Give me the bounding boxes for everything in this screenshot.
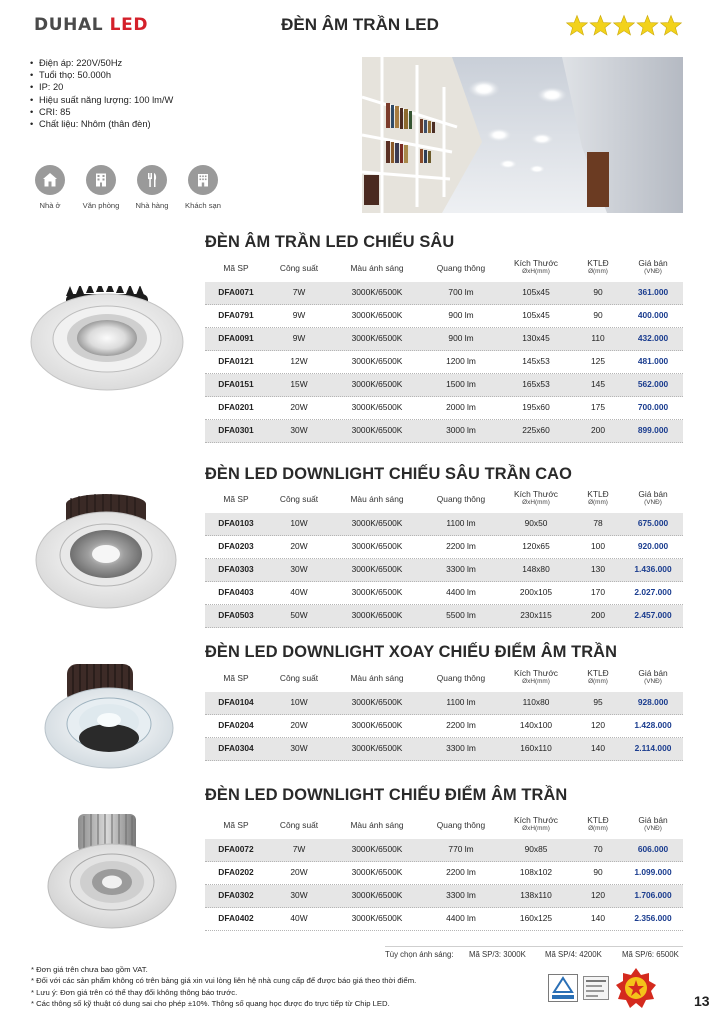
table-row [205, 374, 683, 397]
cell-power: 7W [292, 844, 306, 854]
cell-price: 928.000 [637, 697, 669, 707]
cell-code: DFA0303 [218, 564, 254, 574]
header-unit: Ø(mm) [588, 499, 608, 506]
cell-size: 138x110 [520, 890, 552, 900]
brand-accent: LED [109, 15, 149, 35]
header-code [205, 673, 267, 683]
header-label: Mã SP [223, 494, 249, 504]
cell-code: DFA0104 [218, 697, 254, 707]
cell-flux: 3300 lm [446, 890, 476, 900]
cell-cutout: 100 [591, 541, 605, 551]
cell-cutout: 200 [591, 610, 605, 620]
cell-price: 2.457.000 [634, 610, 672, 620]
cell-price: 700.000 [637, 402, 669, 412]
header-unit: ØxH(mm) [522, 268, 550, 275]
cell-size: 90x85 [524, 844, 548, 854]
cell-cutout: 120 [591, 720, 605, 730]
product-photo-adjustable-downlight [39, 658, 175, 770]
table-row [205, 839, 683, 862]
cell-price: 899.000 [637, 425, 669, 435]
color-option: Mã SP/4: 4200K [545, 950, 602, 959]
cell-color: 3000K/6500K [351, 867, 403, 877]
cell-size: 200x105 [519, 587, 553, 597]
cell-code: DFA0203 [218, 541, 254, 551]
divider [385, 946, 683, 947]
cell-price: 361.000 [637, 287, 669, 297]
cell-flux: 2200 lm [446, 720, 476, 730]
header-label: Công suất [279, 494, 319, 504]
cell-price: 1.706.000 [634, 890, 672, 900]
cell-flux: 900 lm [448, 333, 474, 343]
cell-color: 3000K/6500K [351, 564, 403, 574]
cell-size: 120x65 [522, 541, 550, 551]
cell-flux: 1100 lm [446, 697, 476, 707]
cell-size: 160x110 [520, 743, 552, 753]
cell-code: DFA0091 [218, 333, 254, 343]
table-row [205, 582, 683, 605]
header-label: Kích Thước [514, 668, 558, 678]
cell-price: 2.114.000 [634, 743, 672, 753]
cell-code: DFA0121 [218, 356, 254, 366]
header-label: Kích Thước [514, 489, 558, 499]
cell-code: DFA0403 [218, 587, 254, 597]
cell-cutout: 90 [593, 867, 603, 877]
cell-power: 50W [290, 610, 308, 620]
header-label: Màu ánh sáng [350, 494, 404, 504]
star-icon [590, 16, 611, 36]
cell-code: DFA0503 [218, 610, 254, 620]
corridor-image [362, 57, 683, 213]
header-price [623, 815, 683, 833]
cell-cutout: 200 [591, 425, 605, 435]
cell-cutout: 140 [591, 743, 605, 753]
header-price [623, 489, 683, 507]
cell-price: 400.000 [637, 310, 669, 320]
header-label: Mã SP [223, 673, 249, 683]
table-row [205, 862, 683, 885]
table-row [205, 738, 683, 761]
cell-power: 15W [290, 379, 308, 389]
application-label: Nhà ở [39, 201, 61, 210]
cell-power: 40W [290, 587, 308, 597]
header-unit: Ø(mm) [588, 825, 608, 832]
table-row [205, 605, 683, 628]
header-unit: (VNĐ) [644, 678, 662, 685]
header-flux [423, 673, 499, 683]
header-label: Giá bán [638, 258, 668, 268]
cell-code: DFA0072 [218, 844, 254, 854]
spec-item: • Tuổi thọ: 50.000h [30, 69, 330, 81]
spec-list [30, 57, 330, 130]
application-label: Văn phòng [82, 201, 120, 210]
cell-power: 10W [290, 697, 308, 707]
cell-price: 2.027.000 [634, 587, 672, 597]
application-office [79, 165, 123, 210]
footnotes [31, 964, 511, 1010]
cell-flux: 2200 lm [446, 867, 476, 877]
price-table-adjustable-spot [205, 668, 683, 761]
section-title-spot-downlight: ĐÈN LED DOWNLIGHT CHIẾU ĐIỂM ÂM TRẦN [205, 786, 568, 804]
table-row [205, 328, 683, 351]
cell-code: DFA0103 [218, 518, 254, 528]
header-label: Quang thông [436, 494, 486, 504]
cell-flux: 1100 lm [446, 518, 476, 528]
cell-code: DFA0071 [218, 287, 254, 297]
footnote: * Các thông số kỹ thuật có dung sai cho phép ±10%. Thông số quang học được đo trực tiếp từ Chip LED. [31, 999, 390, 1009]
price-table-spot-downlight [205, 815, 683, 931]
color-options-label: Tùy chọn ánh sáng: [385, 950, 454, 959]
cell-color: 3000K/6500K [351, 697, 403, 707]
cell-cutout: 130 [591, 564, 605, 574]
header-cutout [573, 815, 623, 833]
cell-cutout: 90 [593, 287, 603, 297]
cell-size: 130x45 [522, 333, 550, 343]
cell-price: 2.356.000 [634, 913, 672, 923]
section-title-high-ceiling: ĐÈN LED DOWNLIGHT CHIẾU SÂU TRẦN CAO [205, 465, 572, 483]
header-cutout [573, 668, 623, 686]
table-header [205, 258, 683, 282]
cell-color: 3000K/6500K [351, 913, 403, 923]
cell-size: 225x60 [522, 425, 550, 435]
header-label: KTLĐ [587, 815, 609, 825]
table-row [205, 397, 683, 420]
spec-item: • Điện áp: 220V/50Hz [30, 57, 330, 69]
cell-power: 20W [290, 402, 308, 412]
cell-cutout: 175 [591, 402, 605, 412]
table-row [205, 305, 683, 328]
cell-power: 10W [290, 518, 308, 528]
application-restaurant [130, 165, 174, 210]
cell-code: DFA0202 [218, 867, 254, 877]
header-label: Giá bán [638, 489, 668, 499]
cell-size: 165x53 [522, 379, 550, 389]
cell-code: DFA0204 [218, 720, 254, 730]
cell-size: 110x80 [522, 697, 550, 707]
star-icons [565, 14, 683, 38]
spec-item: • CRI: 85 [30, 106, 330, 118]
cell-flux: 770 lm [448, 844, 474, 854]
header-size [499, 489, 573, 507]
cell-flux: 900 lm [448, 310, 474, 320]
table-row [205, 351, 683, 374]
cell-flux: 4400 lm [446, 913, 476, 923]
star-icon [614, 16, 635, 36]
header-unit: (VNĐ) [644, 825, 662, 832]
cell-color: 3000K/6500K [351, 425, 403, 435]
header-label: Màu ánh sáng [350, 263, 404, 273]
brand-name: DUHAL [34, 15, 104, 35]
star-icon [567, 16, 588, 36]
header-label: Màu ánh sáng [350, 673, 404, 683]
cell-flux: 3300 lm [446, 564, 476, 574]
cell-cutout: 95 [593, 697, 603, 707]
cell-color: 3000K/6500K [351, 333, 403, 343]
cell-flux: 2000 lm [446, 402, 476, 412]
header-label: Quang thông [436, 820, 486, 830]
management-system-badge [583, 976, 609, 1000]
cell-power: 40W [290, 913, 308, 923]
table-row [205, 559, 683, 582]
cell-flux: 2200 lm [446, 541, 476, 551]
product-photo-deep-downlight [30, 286, 184, 394]
header-unit: (VNĐ) [644, 268, 662, 275]
cell-power: 20W [290, 541, 308, 551]
star-icon [637, 16, 658, 36]
cell-size: 105x45 [522, 310, 550, 320]
color-option: Mã SP/6: 6500K [622, 950, 679, 959]
table-row [205, 885, 683, 908]
header-flux [423, 263, 499, 273]
header-label: Quang thông [436, 673, 486, 683]
cell-color: 3000K/6500K [351, 720, 403, 730]
cell-code: DFA0301 [218, 425, 254, 435]
header-unit: ØxH(mm) [522, 678, 550, 685]
table-row [205, 420, 683, 443]
header-color [331, 494, 423, 504]
cell-power: 30W [290, 890, 308, 900]
table-header [205, 489, 683, 513]
cell-size: 145x53 [522, 356, 550, 366]
cell-price: 1.099.000 [634, 867, 672, 877]
cell-power: 7W [292, 287, 306, 297]
header-label: Kích Thước [514, 815, 558, 825]
header-unit: ØxH(mm) [522, 499, 550, 506]
cell-cutout: 78 [593, 518, 603, 528]
cell-size: 140x100 [519, 720, 553, 730]
cell-price: 432.000 [637, 333, 669, 343]
cell-cutout: 170 [591, 587, 605, 597]
cell-power: 30W [290, 743, 308, 753]
certification-badge [548, 974, 578, 1002]
cell-price: 675.000 [637, 518, 669, 528]
cell-size: 108x102 [519, 867, 553, 877]
footnote: * Lưu ý: Đơn giá trên có thể thay đổi không thông báo trước. [31, 987, 238, 997]
header-code [205, 494, 267, 504]
cell-flux: 700 lm [448, 287, 474, 297]
cell-size: 230x115 [520, 610, 552, 620]
footnote: * Đơn giá trên chưa bao gồm VAT. [31, 965, 148, 974]
cell-color: 3000K/6500K [351, 890, 403, 900]
star-icon [661, 16, 682, 36]
cell-cutout: 90 [593, 310, 603, 320]
header-power [267, 494, 331, 504]
header-size [499, 668, 573, 686]
section-title-deep-downlight: ĐÈN ÂM TRẦN LED CHIẾU SÂU [205, 233, 455, 251]
cell-code: DFA0302 [218, 890, 254, 900]
table-row [205, 282, 683, 305]
header-label: Màu ánh sáng [350, 820, 404, 830]
cell-flux: 3300 lm [446, 743, 476, 753]
cell-power: 20W [290, 720, 308, 730]
header-color [331, 820, 423, 830]
header-label: Công suất [279, 263, 319, 273]
price-table-deep-downlight [205, 258, 683, 443]
cell-code: DFA0402 [218, 913, 254, 923]
hotel-icon [188, 165, 218, 195]
application-label: Khách sạn [185, 201, 221, 210]
header-label: Công suất [279, 673, 319, 683]
spec-item: • Hiệu suất năng lượng: 100 lm/W [30, 94, 330, 106]
price-table-high-ceiling [205, 489, 683, 628]
header-price [623, 668, 683, 686]
application-label: Nhà hàng [135, 201, 169, 210]
page-number: 13 [694, 993, 710, 1009]
cell-price: 562.000 [637, 379, 669, 389]
product-photo-spot-downlight [44, 810, 182, 930]
cell-power: 9W [292, 310, 306, 320]
header-unit: (VNĐ) [644, 499, 662, 506]
section-title-adjustable-spot: ĐÈN LED DOWNLIGHT XOAY CHIẾU ĐIỂM ÂM TRẦN [205, 643, 618, 661]
table-row [205, 513, 683, 536]
spec-item: • IP: 20 [30, 81, 330, 93]
table-row [205, 908, 683, 931]
quality-award-badge [614, 967, 658, 1009]
header-label: KTLĐ [587, 258, 609, 268]
cell-cutout: 70 [593, 844, 603, 854]
cell-cutout: 120 [591, 890, 605, 900]
header-unit: Ø(mm) [588, 678, 608, 685]
cell-size: 160x125 [519, 913, 553, 923]
header-label: Giá bán [638, 668, 668, 678]
cell-color: 3000K/6500K [351, 587, 403, 597]
page-title: ĐÈN ÂM TRẦN LED [281, 15, 439, 34]
header-label: KTLĐ [587, 668, 609, 678]
header-power [267, 673, 331, 683]
cell-size: 90x50 [524, 518, 548, 528]
cell-power: 30W [290, 564, 308, 574]
cell-power: 30W [290, 425, 308, 435]
header-color [331, 673, 423, 683]
cell-power: 12W [290, 356, 308, 366]
header-cutout [573, 258, 623, 276]
cell-color: 3000K/6500K [351, 518, 403, 528]
header-flux [423, 494, 499, 504]
cell-power: 20W [290, 867, 308, 877]
cell-code: DFA0304 [218, 743, 254, 753]
cell-cutout: 140 [591, 913, 605, 923]
cell-flux: 3000 lm [446, 425, 476, 435]
cell-size: 105x45 [522, 287, 550, 297]
header-label: Kích Thước [514, 258, 558, 268]
header-code [205, 820, 267, 830]
header-label: Giá bán [638, 815, 668, 825]
header-size [499, 258, 573, 276]
header-cutout [573, 489, 623, 507]
cell-color: 3000K/6500K [351, 610, 403, 620]
cell-color: 3000K/6500K [351, 844, 403, 854]
cell-size: 148x80 [522, 564, 550, 574]
header-unit: ØxH(mm) [522, 825, 550, 832]
product-photo-high-ceiling-downlight [35, 492, 177, 612]
header-label: Quang thông [436, 263, 486, 273]
header-unit: Ø(mm) [588, 268, 608, 275]
header-code [205, 263, 267, 273]
header-size [499, 815, 573, 833]
header-label: Công suất [279, 820, 319, 830]
room-photo [362, 57, 683, 213]
cell-cutout: 110 [591, 333, 605, 343]
footnote: * Đối với các sản phẩm không có trên bảng giá xin vui lòng liên hệ nhà cung cấp để được báo giá theo thời điểm. [31, 976, 417, 986]
office-building-icon [86, 165, 116, 195]
application-home [28, 165, 72, 210]
cell-color: 3000K/6500K [351, 310, 403, 320]
cell-flux: 4400 lm [446, 587, 476, 597]
fork-knife-icon [137, 165, 167, 195]
cell-flux: 1500 lm [446, 379, 476, 389]
table-header [205, 668, 683, 692]
cell-color: 3000K/6500K [351, 541, 403, 551]
table-row [205, 715, 683, 738]
cell-code: DFA0151 [218, 379, 254, 389]
cell-price: 1.428.000 [634, 720, 672, 730]
header-price [623, 258, 683, 276]
header-power [267, 820, 331, 830]
header-label: KTLĐ [587, 489, 609, 499]
cell-size: 195x60 [522, 402, 550, 412]
cell-cutout: 145 [591, 379, 605, 389]
header-power [267, 263, 331, 273]
cell-price: 920.000 [637, 541, 669, 551]
color-option: Mã SP/3: 3000K [469, 950, 526, 959]
table-row [205, 536, 683, 559]
rating-stars [565, 14, 683, 38]
cell-price: 1.436.000 [634, 564, 672, 574]
cell-code: DFA0791 [218, 310, 254, 320]
cell-color: 3000K/6500K [351, 356, 403, 366]
cell-price: 606.000 [637, 844, 669, 854]
header-flux [423, 820, 499, 830]
cell-cutout: 125 [591, 356, 605, 366]
header-color [331, 263, 423, 273]
table-header [205, 815, 683, 839]
application-hotel [181, 165, 225, 210]
cell-color: 3000K/6500K [351, 743, 403, 753]
brand-logo [34, 15, 148, 35]
header-label: Mã SP [223, 263, 249, 273]
cell-price: 481.000 [637, 356, 669, 366]
cell-code: DFA0201 [218, 402, 254, 412]
cell-color: 3000K/6500K [351, 287, 403, 297]
spec-item: • Chất liệu: Nhôm (thân đèn) [30, 118, 330, 130]
cell-color: 3000K/6500K [351, 402, 403, 412]
header-label: Mã SP [223, 820, 249, 830]
cell-flux: 5500 lm [446, 610, 476, 620]
cell-flux: 1200 lm [446, 356, 476, 366]
cell-power: 9W [292, 333, 306, 343]
house-icon [35, 165, 65, 195]
cell-color: 3000K/6500K [351, 379, 403, 389]
table-row [205, 692, 683, 715]
